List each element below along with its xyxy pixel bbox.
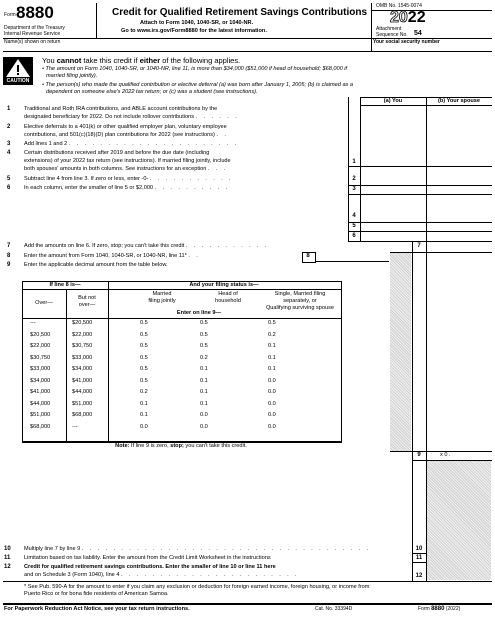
form-label: Form — [4, 12, 16, 18]
line-7-input[interactable] — [427, 242, 491, 251]
name-label: Name(s) shown on return — [4, 39, 61, 45]
table-cell: $30,750 — [30, 354, 51, 361]
table-cell: $22,000 — [72, 331, 93, 338]
box-2-num: 2 — [352, 176, 356, 182]
table-cell: 0.2 — [140, 389, 148, 395]
line-2-you-input[interactable] — [361, 167, 425, 184]
warning-triangle-icon — [3, 57, 33, 79]
table-cell: $51,000 — [72, 400, 93, 407]
table-but-not-2: over— — [78, 302, 96, 308]
table-cell: 0.1 — [140, 400, 148, 407]
line-2-text-2: contributions, and 501(c)(18)(D) plan contributions for 2022 (see instructions) . . — [24, 132, 229, 138]
irs-label: Internal Revenue Service — [4, 31, 61, 37]
shaded-area — [390, 253, 411, 451]
line-11-text: Limitation based on tax liability. Enter the amount from the Credit Limit Worksheet in the instructions — [24, 555, 271, 561]
table-cell: 0.5 — [140, 343, 148, 349]
table-cell: 0.5 — [200, 320, 208, 326]
box-11-num: 11 — [415, 555, 423, 561]
table-cell: 0.1 — [200, 400, 208, 407]
caution-icon — [3, 57, 33, 85]
line-4-text-3: both spouses' amounts in both columns. See instructions for an exception . . . — [24, 166, 228, 172]
caution-bullet-1a: • The amount on Form 1040, 1040-SR, or 1040-NR, line 11, is more than $34,000 ($51,000 if head of household; $68,000 if — [42, 66, 348, 72]
line-1-text: Traditional and Roth IRA contributions, and ABLE account contributions by the — [24, 106, 218, 112]
table-cell: 0.5 — [140, 320, 148, 326]
column-you: (a) You — [383, 98, 403, 104]
table-cell: 0.1 — [200, 366, 208, 372]
box-10-num: 10 — [415, 546, 423, 552]
box-5-num: 5 — [352, 223, 356, 229]
line-11-num: 11 — [4, 555, 11, 561]
line-8-input[interactable] — [315, 252, 389, 262]
table-cell: 0.1 — [268, 343, 276, 349]
table-cell: 0.1 — [140, 412, 148, 418]
line-6-num: 6 — [7, 185, 11, 191]
table-mfj-2: filing jointly — [148, 298, 176, 304]
shaded-area-right — [427, 461, 491, 580]
attachment-label: Attachment — [376, 26, 402, 32]
line-12-text: Credit for qualified retirement savings contributions. Enter the smaller of line 10 or line 11 here — [24, 564, 276, 570]
table-cell: 0.5 — [268, 320, 276, 326]
line-1-spouse-input[interactable] — [427, 106, 491, 165]
line-5-you-input[interactable] — [361, 223, 425, 230]
line-3-you-input[interactable] — [361, 186, 425, 193]
caution-bullet-2b: dependent on someone else's 2022 tax return; or (c) was a student (see instructions). — [46, 89, 258, 95]
table-cell: $20,500 — [30, 331, 51, 338]
line-4-text-2: extensions) of your 2022 tax return (see instructions). If married filing jointly, include — [24, 158, 231, 164]
table-cell: 0.0 — [268, 423, 276, 430]
line-7-text: Add the amounts on line 6. If zero, stop; you can't take this credit . . . . . . . . . . . — [24, 243, 269, 249]
table-cell: $68,000 — [30, 423, 51, 430]
line-4-you-input[interactable] — [361, 195, 425, 221]
box-9-num: 9 — [417, 452, 421, 458]
line-8-num: 8 — [7, 253, 11, 259]
table-cell: 0.0 — [268, 389, 276, 395]
year-prefix: 20 — [390, 9, 408, 26]
table-note: Note: If line 9 is zero, stop; you can't take this credit. — [115, 443, 247, 449]
ssn-label: Your social security number — [373, 39, 440, 45]
table-cell: $30,750 — [72, 343, 93, 349]
line-3-num: 3 — [7, 141, 11, 147]
table-cell: 0.2 — [268, 331, 276, 338]
table-hoh-2: household — [215, 298, 241, 304]
box-6-num: 6 — [352, 233, 356, 239]
table-cell: $51,000 — [30, 412, 51, 418]
table-cell: $34,000 — [72, 366, 93, 372]
table-cell: 0.5 — [200, 331, 208, 338]
line-6-you-input[interactable] — [361, 232, 425, 240]
table-cell: 0.5 — [140, 366, 148, 372]
table-cell: 0.0 — [268, 412, 276, 418]
tax-year — [390, 9, 426, 26]
footer-form: Form 8880 (2022) — [418, 606, 461, 612]
line-5-text: Subtract line 4 from line 3. If zero or less, enter -0- . . . . . . . . . . . — [24, 176, 233, 182]
table-cell: $41,000 — [72, 377, 93, 384]
line-6-spouse-input[interactable] — [427, 232, 491, 240]
table-cell: 0.5 — [140, 354, 148, 361]
sequence-label: Sequence No. — [376, 32, 408, 38]
line-2-text: Elective deferrals to a 401(k) or other qualified employer plan, voluntary employee — [24, 124, 227, 130]
table-cell: $68,000 — [72, 412, 93, 418]
line-1-you-input[interactable] — [361, 106, 425, 165]
table-cell: $41,000 — [30, 389, 51, 395]
omb-number: OMB No. 1545-0074 — [376, 3, 422, 9]
line-3-text: Add lines 1 and 2 . . . . . . . . . . . . . . . . . . . . . . — [24, 141, 239, 147]
form-title: Credit for Qualified Retirement Savings Contributions — [112, 7, 368, 18]
line-10-num: 10 — [4, 546, 11, 552]
table-single-1: Single, Married filing — [274, 291, 326, 297]
table-mfj-1: Married — [152, 291, 172, 297]
line-9-input[interactable]: x 0 . — [440, 452, 451, 458]
table-cell: $44,000 — [30, 400, 51, 407]
form-number: 8880 — [16, 3, 54, 22]
table-cell: 0.1 — [268, 366, 276, 372]
table-cell: $44,000 — [72, 389, 93, 395]
table-cell: 0.0 — [200, 423, 208, 430]
sequence-number: 54 — [414, 30, 422, 37]
table-cell: 0.0 — [268, 400, 276, 407]
caution-bullet-1b: married filing jointly). — [46, 73, 98, 79]
footnote-1: * See Pub. 590-A for the amount to enter if you claim any exclusion or deduction for foreign earned income, foreign housing, or income from — [24, 584, 370, 590]
table-cell: $33,000 — [72, 354, 93, 361]
line-9-text: Enter the applicable decimal amount from the table below. — [24, 262, 168, 268]
table-single-2: separately, or — [283, 298, 317, 304]
table-cell: 0.2 — [200, 354, 208, 361]
line-2-num: 2 — [7, 124, 11, 130]
line-4-spouse-input[interactable] — [427, 195, 491, 221]
table-cell: $34,000 — [30, 377, 51, 384]
attach-instruction: Attach to Form 1040, 1040-SR, or 1040-NR. — [140, 20, 254, 26]
year-suffix: 22 — [407, 9, 426, 26]
table-over: Over— — [35, 300, 53, 306]
table-cell: $22,000 — [30, 343, 51, 349]
box-7-num: 7 — [417, 243, 421, 249]
footnote-2: Puerto Rico or for bona fide residents of American Samoa. — [24, 591, 169, 597]
line-5-num: 5 — [7, 176, 11, 182]
box-12-num: 12 — [415, 573, 423, 579]
table-cell: $20,500 — [72, 320, 93, 326]
box-8-num: 8 — [306, 253, 310, 259]
line-10-text: Multiply line 7 by line 9 . . . . . . . . . . . . . . . . . . . . . . . . . . . . . . . . . . . . . — [24, 546, 371, 552]
box-4-num: 4 — [352, 213, 356, 219]
line-2-spouse-input[interactable] — [427, 167, 491, 184]
table-cell: 0.0 — [200, 412, 208, 418]
dept-treasury: Department of the Treasury — [4, 25, 65, 31]
line-3-spouse-input[interactable] — [427, 186, 491, 193]
line-4-text: Certain distributions received after 2019 and before the due date (including — [24, 150, 210, 156]
table-cell: 0.1 — [200, 389, 208, 395]
line-1-num: 1 — [7, 106, 11, 112]
table-enter-line9: Enter on line 9— — [176, 310, 222, 316]
line-12-num: 12 — [4, 564, 11, 570]
box-3-num: 3 — [352, 186, 356, 192]
cat-number: Cat. No. 33394D — [315, 606, 353, 612]
table-cell: 0.1 — [200, 377, 208, 384]
irs-link[interactable]: Go to www.irs.gov/Form8880 for the latest information. — [121, 28, 267, 34]
table-but-not-1: But not — [78, 295, 96, 301]
table-cell: 0.5 — [200, 343, 208, 349]
table-filing-status: And your filing status is— — [189, 282, 259, 288]
table-cell: 0.5 — [140, 377, 148, 384]
table-hoh-1: Head of — [218, 291, 238, 297]
table-single-3: Qualifying surviving spouse — [265, 305, 335, 311]
caution-headline: You cannot take this credit if either of the following applies. — [42, 56, 241, 65]
table-if-line8: If line 8 is— — [49, 282, 81, 288]
line-6-text: In each column, enter the smaller of line 5 or $2,000 . . . . . . . . . . — [24, 185, 230, 191]
table-cell: --- — [30, 320, 36, 326]
table-cell: --- — [72, 423, 78, 430]
table-cell: $33,000 — [30, 366, 51, 372]
table-cell: 0.0 — [268, 377, 276, 384]
line-7-num: 7 — [7, 243, 11, 249]
table-cell: 0.1 — [268, 354, 276, 361]
caution-bullet-2a: • The person(s) who made the qualified contribution or elective deferral (a) was born after January 1, 2005; (b) is claimed as a — [42, 82, 354, 88]
line-8-text: Enter the amount from Form 1040, 1040-SR, or 1040-NR, line 11* . . — [24, 253, 201, 259]
box-1-num: 1 — [352, 159, 356, 165]
paperwork-notice: For Paperwork Reduction Act Notice, see your tax return instructions. — [4, 606, 190, 612]
line-1-text-2: designated beneficiary for 2022. Do not include rollover contributions . . . . . . — [24, 114, 240, 120]
line-4-num: 4 — [7, 150, 11, 156]
line-9-num: 9 — [7, 262, 11, 268]
column-spouse: (b) Your spouse — [437, 98, 481, 104]
line-5-spouse-input[interactable] — [427, 223, 491, 230]
caution-label: CAUTION — [6, 78, 30, 84]
line-12-text-2: and on Schedule 3 (Form 1040), line 4 . . . . . . . . . . . . . . . . . . . . . . . — [24, 572, 299, 578]
table-cell: 0.5 — [140, 331, 148, 338]
table-cell: 0.0 — [140, 423, 148, 430]
